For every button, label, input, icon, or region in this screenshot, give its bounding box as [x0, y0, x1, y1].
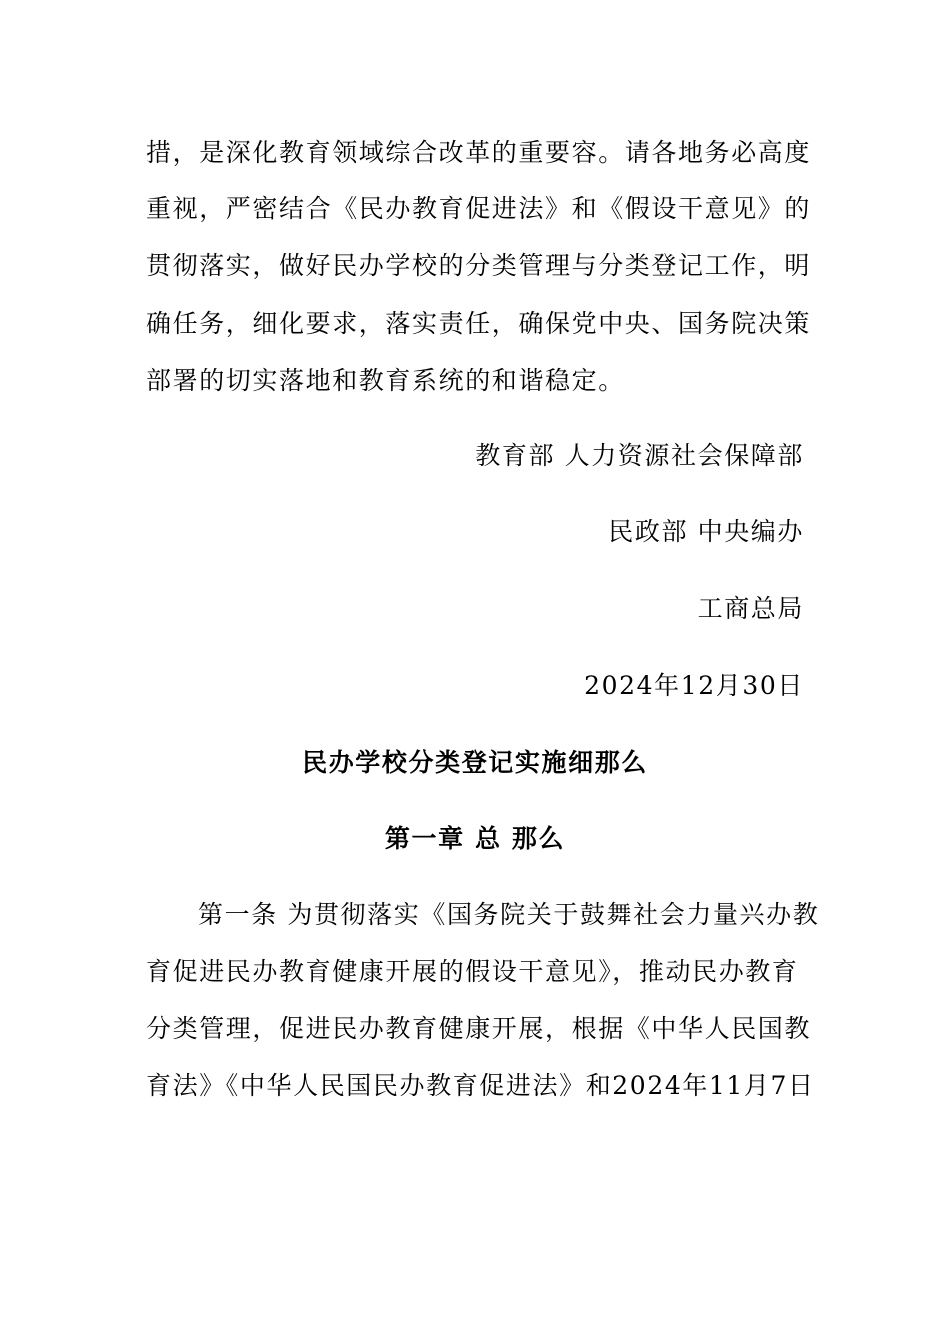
paragraph-line: 育促进民办教育健康开展的假设干意见》，推动民办教育: [146, 957, 799, 986]
paragraph-line: 措，是深化教育领域综合改革的重要容。请各地务必高度: [146, 138, 812, 167]
paragraph-line: 重视，严密结合《民办教育促进法》和《假设干意见》的: [146, 194, 812, 223]
chapter-title: 第一章 总 那么: [384, 824, 566, 853]
issuer-line: 工商总局: [697, 594, 804, 623]
issue-date: 2024年12月30日: [584, 671, 804, 700]
paragraph-line: 部署的切实落地和教育系统的和谐稳定。: [146, 366, 625, 395]
paragraph-line: 分类管理，促进民办教育健康开展，根据《中华人民国教: [146, 1014, 812, 1043]
issuer-line: 民政部 中央编办: [608, 517, 804, 546]
paragraph-line: 育法》《中华人民国民办教育促进法》和2024年11月7日: [146, 1071, 815, 1100]
issuer-line: 教育部 人力资源社会保障部: [475, 441, 804, 470]
document-title: 民办学校分类登记实施细那么: [302, 748, 648, 777]
paragraph-line: 第一条 为贯彻落实《国务院关于鼓舞社会力量兴办教: [198, 900, 820, 929]
paragraph-line: 贯彻落实，做好民办学校的分类管理与分类登记工作，明: [146, 251, 812, 280]
paragraph-line: 确任务，细化要求，落实责任，确保党中央、国务院决策: [146, 309, 812, 338]
